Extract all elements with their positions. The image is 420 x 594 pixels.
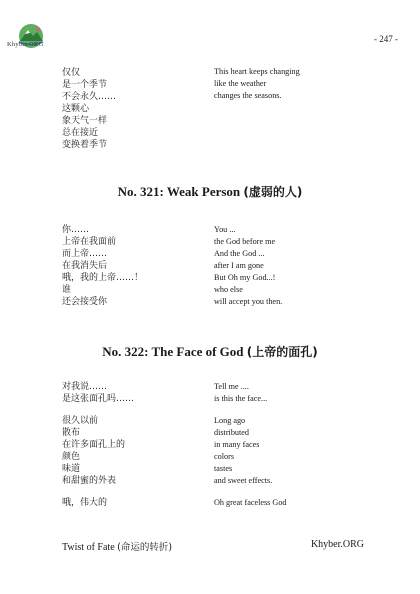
zh-line: 总在接近 [62, 128, 99, 138]
poem-321-title-en: No. 321: Weak Person [117, 184, 241, 199]
poem-322-chinese [62, 381, 134, 509]
zh-line: 对我说…… [62, 382, 108, 392]
zh-line: 而上帝…… [62, 249, 108, 259]
zh-line: 和甜蜜的外表 [62, 476, 117, 486]
stanza-break [62, 487, 134, 497]
zh-line: 象天气一样 [62, 116, 108, 126]
zh-line: 变换着季节 [62, 140, 108, 150]
zh-line: 不会永久…… [62, 92, 117, 102]
en-line: But Oh my God...! [214, 273, 276, 282]
zh-line: 上帝在我面前 [62, 237, 117, 247]
zh-line: 你…… [62, 225, 90, 235]
zh-line: 在我消失后 [62, 261, 108, 271]
poem-top-english [214, 66, 300, 102]
logo-caption: Khyber.ORG [7, 41, 44, 48]
page-number: - 247 - [374, 34, 398, 44]
zh-line: 很久以前 [62, 416, 99, 426]
poem-321-chinese [62, 224, 143, 308]
footer-book-title-en: Twist of Fate [62, 542, 115, 553]
en-line: Long ago [214, 416, 246, 425]
zh-line: 味道 [62, 464, 81, 474]
en-line: who else [214, 285, 243, 294]
poem-top-chinese [62, 67, 116, 151]
stanza-break [214, 405, 287, 415]
poem-321-title-zh: (虚弱的人) [243, 185, 303, 199]
en-line: the God before me [214, 237, 276, 246]
poem-321-english [214, 224, 282, 308]
footer-site: Khyber.ORG [310, 539, 364, 550]
zh-line: 谁 [62, 285, 72, 295]
en-line: You ... [214, 225, 236, 234]
zh-line: 仅仅 [62, 68, 81, 78]
poem-321-title [0, 183, 420, 200]
en-line: colors [214, 452, 235, 461]
zh-line: 颜色 [62, 452, 81, 462]
zh-line: 是一个季节 [62, 80, 108, 90]
en-line: tastes [214, 464, 233, 473]
en-line: changes the seasons. [214, 91, 282, 100]
en-line: distributed [214, 428, 250, 437]
poem-322-title-en: No. 322: The Face of God [102, 344, 244, 359]
en-line: in many faces [214, 440, 260, 449]
en-line: will accept you then. [214, 297, 283, 306]
khyber-logo-icon [14, 22, 48, 58]
zh-line: 这颗心 [62, 104, 90, 114]
en-line: like the weather [214, 79, 267, 88]
zh-line: 散布 [62, 428, 81, 438]
en-line: Oh great faceless God [214, 498, 287, 507]
stanza-break [214, 487, 287, 497]
stanza-break [62, 405, 134, 415]
zh-line: 在许多面孔上的 [62, 440, 126, 450]
en-line: and sweet effects. [214, 476, 273, 485]
poem-322-title [0, 343, 420, 360]
poem-322-title-zh: (上帝的面孔) [246, 345, 318, 359]
en-line: And the God ... [214, 249, 265, 258]
footer-book-title-zh: (命运的转折) [117, 542, 173, 553]
en-line: This heart keeps changing [214, 67, 300, 76]
footer-book-title [62, 539, 172, 553]
en-line: is this the face... [214, 394, 268, 403]
zh-line: 还会接受你 [62, 297, 108, 307]
en-line: after I am gone [214, 261, 264, 270]
zh-line: 哦，我的上帝……！ [62, 273, 144, 283]
zh-line: 哦，伟大的 [62, 498, 108, 508]
zh-line: 是这张面孔吗…… [62, 394, 135, 404]
en-line: Tell me .... [214, 382, 249, 391]
poem-322-english [214, 381, 287, 509]
